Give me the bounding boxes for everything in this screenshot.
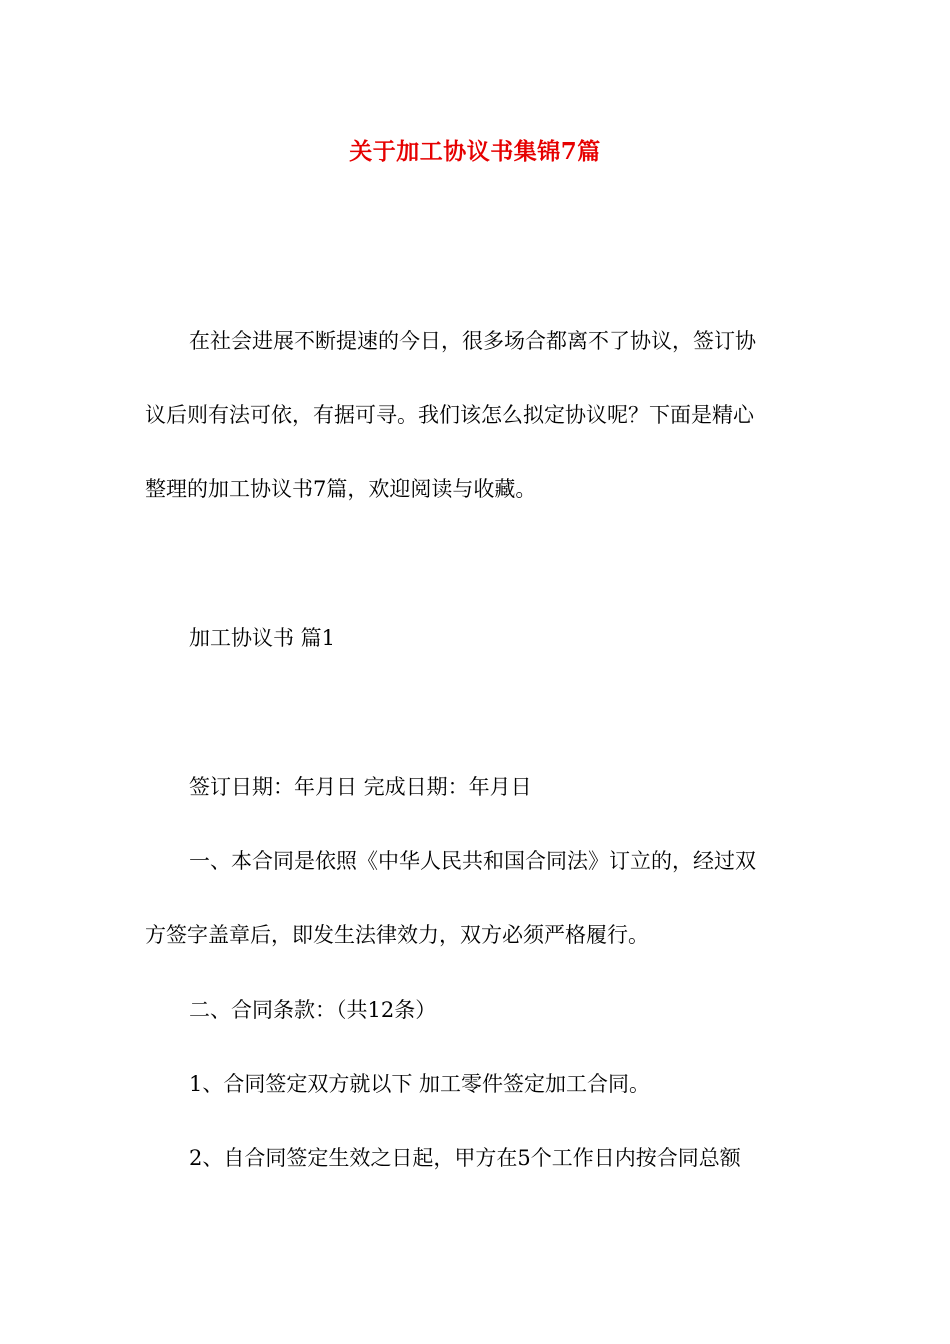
clause-1-line-1: 一、本合同是依照《中华人民共和国合同法》订立的，经过双 [189, 849, 756, 873]
clause-2-heading: 二、合同条款：（共12条） [189, 998, 437, 1022]
section-heading: 加工协议书 篇1 [189, 626, 336, 650]
item-2: 2、自合同签定生效之日起，甲方在5个工作日内按合同总额 [189, 1146, 741, 1170]
item-1: 1、合同签定双方就以下 加工零件签定加工合同。 [189, 1072, 651, 1096]
document-title: 关于加工协议书集锦7篇 [349, 138, 601, 165]
intro-line-3: 整理的加工协议书7篇，欢迎阅读与收藏。 [145, 477, 537, 501]
intro-line-2: 议后则有法可依，有据可寻。我们该怎么拟定协议呢？下面是精心 [145, 403, 754, 427]
clause-1-line-2: 方签字盖章后，即发生法律效力，双方必须严格履行。 [145, 923, 649, 947]
dates-line: 签订日期：年月日 完成日期：年月日 [189, 775, 532, 799]
intro-line-1: 在社会进展不断提速的今日，很多场合都离不了协议，签订协 [189, 329, 756, 353]
